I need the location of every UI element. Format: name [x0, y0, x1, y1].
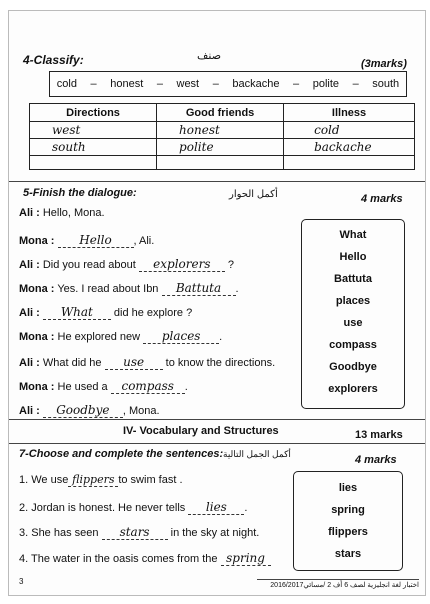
answer-blank[interactable]: stars: [102, 525, 168, 540]
dialogue-line: [19, 379, 188, 394]
choose-word-bank: [293, 471, 403, 571]
dialogue-line: [19, 233, 154, 248]
answer-blank[interactable]: use: [105, 355, 163, 370]
answer-blank[interactable]: Hello: [58, 233, 134, 248]
section-title: IV- Vocabulary and Structures: [123, 425, 279, 437]
word-bank-item: explorers: [328, 383, 378, 395]
line-text: , Mona.: [122, 405, 160, 417]
exam-page: [8, 10, 426, 596]
speaker: Mona :: [19, 235, 55, 247]
word-bank-item: use: [343, 317, 363, 329]
classify-arabic: صنف: [197, 50, 222, 62]
dialogue-marks: 4 marks: [361, 193, 403, 205]
answer-blank[interactable]: flippers: [68, 473, 118, 487]
line-text: 4. The water in the oasis comes from the: [19, 553, 218, 565]
line-text: 1. We use: [19, 474, 69, 486]
line-text: ?: [227, 259, 235, 271]
table-cell: [30, 156, 157, 170]
speaker: Ali :: [19, 207, 40, 219]
table-cell: polite: [157, 139, 284, 156]
line-text: , Ali.: [133, 235, 155, 247]
dialogue-line: [19, 355, 275, 370]
speaker: Ali :: [19, 405, 40, 417]
line-text: Did you read about: [42, 259, 136, 271]
word-bank-item: lies: [338, 482, 358, 494]
table-cell: cold: [284, 122, 415, 139]
speaker: Mona :: [19, 331, 55, 343]
line-text: Hello, Mona.: [42, 207, 105, 219]
table-cell: backache: [284, 139, 415, 156]
answer-blank[interactable]: explorers: [139, 257, 225, 272]
classify-word-box: [49, 71, 407, 97]
classify-word: honest: [110, 78, 144, 90]
dialogue-arabic: أكمل الحوار: [229, 189, 278, 200]
separator: –: [90, 78, 97, 90]
line-text: .: [184, 381, 188, 393]
table-cell: [284, 156, 415, 170]
column-header: Good friends: [157, 104, 284, 122]
word-bank-item: Hello: [339, 251, 367, 263]
table-header-row: [30, 104, 415, 122]
dialogue-line: [19, 403, 160, 418]
word-bank-item: places: [335, 295, 371, 307]
line-text: to swim fast .: [118, 474, 183, 486]
classify-word: backache: [232, 78, 280, 90]
word-bank-list: [302, 220, 404, 400]
separator: –: [293, 78, 300, 90]
word-bank-list: [294, 472, 402, 565]
classify-title: 4-Classify:: [23, 53, 84, 67]
section-marks: 13 marks: [355, 429, 403, 441]
answer-blank[interactable]: What: [43, 305, 111, 320]
sentence-line: [19, 551, 271, 566]
answer-blank[interactable]: Goodbye: [43, 403, 123, 418]
table-row: [30, 139, 415, 156]
classify-marks: (3marks): [361, 58, 407, 70]
line-text: to know the directions.: [165, 357, 276, 369]
line-text: Yes. I read about Ibn: [57, 283, 159, 295]
classify-word: west: [176, 78, 200, 90]
line-text: in the sky at night.: [170, 527, 260, 539]
classify-word-list: [50, 72, 406, 96]
dialogue-line: [19, 305, 192, 320]
line-text: He used a: [57, 381, 108, 393]
dialogue-line: [19, 207, 105, 219]
table-cell: [157, 156, 284, 170]
word-bank-item: compass: [329, 339, 377, 351]
word-bank-item: flippers: [328, 526, 368, 538]
footer-divider: [257, 579, 419, 580]
divider: [9, 419, 425, 420]
line-text: He explored new: [57, 331, 141, 343]
table-row: [30, 122, 415, 139]
table-cell: west: [30, 122, 157, 139]
classify-table: [29, 103, 415, 170]
line-text: .: [244, 502, 248, 514]
line-text: .: [235, 283, 239, 295]
separator: –: [212, 78, 219, 90]
table-cell: south: [30, 139, 157, 156]
speaker: Ali :: [19, 357, 40, 369]
line-text: What did he: [42, 357, 102, 369]
line-text: 2. Jordan is honest. He never tells: [19, 502, 186, 514]
table-row: [30, 156, 415, 170]
speaker: Mona :: [19, 283, 55, 295]
answer-blank[interactable]: compass: [111, 379, 185, 394]
table-cell: honest: [157, 122, 284, 139]
word-bank-item: Battuta: [334, 273, 372, 285]
classify-word: south: [372, 78, 400, 90]
speaker: Ali :: [19, 307, 40, 319]
word-bank-item: Goodbye: [329, 361, 377, 373]
choose-arabic: أكمل الجمل التالية: [223, 449, 291, 459]
choose-marks: 4 marks: [355, 454, 397, 466]
dialogue-line: [19, 281, 239, 296]
separator: –: [156, 78, 163, 90]
word-bank-item: What: [339, 229, 367, 241]
divider: [9, 181, 425, 182]
dialogue-title: 5-Finish the dialogue:: [23, 187, 137, 199]
line-text: .: [219, 331, 223, 343]
answer-blank[interactable]: Battuta: [162, 281, 236, 296]
dialogue-word-bank: [301, 219, 405, 409]
word-bank-item: spring: [331, 504, 365, 516]
divider: [9, 443, 425, 444]
column-header: Illness: [284, 104, 415, 122]
answer-blank[interactable]: lies: [188, 500, 244, 515]
column-header: Directions: [30, 104, 157, 122]
line-text: did he explore ?: [113, 307, 193, 319]
answer-blank[interactable]: spring: [221, 551, 271, 566]
choose-title: 7-Choose and complete the sentences:: [19, 448, 224, 460]
sentence-line: [19, 473, 183, 487]
classify-word: polite: [312, 78, 340, 90]
dialogue-line: [19, 257, 234, 272]
speaker: Ali :: [19, 259, 40, 271]
speaker: Mona :: [19, 381, 55, 393]
dialogue-line: [19, 329, 222, 344]
footer-text: اختبار لغة انجليزية لصف 6 أف 2 /مسائي2016/2017: [270, 582, 419, 589]
sentence-line: [19, 525, 259, 540]
word-bank-item: stars: [334, 548, 362, 560]
separator: –: [352, 78, 359, 90]
sentence-line: [19, 500, 247, 515]
answer-blank[interactable]: places: [143, 329, 219, 344]
line-text: 3. She has seen: [19, 527, 99, 539]
page-number: 3: [19, 577, 24, 586]
classify-word: cold: [56, 78, 77, 90]
